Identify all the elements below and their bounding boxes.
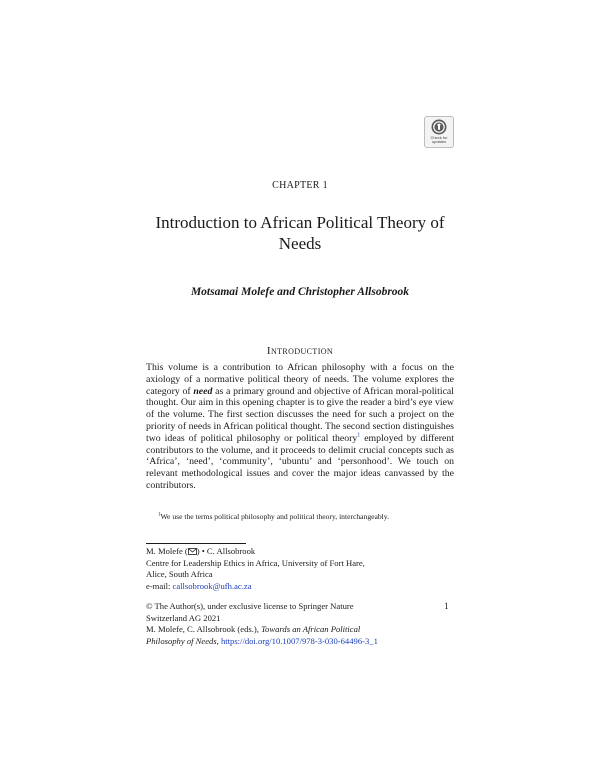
footnote-reference[interactable]: 1 xyxy=(357,432,361,439)
check-for-updates-label: Check for updates xyxy=(430,135,448,144)
paragraph-text-2: as a primary ground and objective of African moral-political thought. Our aim in this opening chapter is to give the reader a bird’s eye view of the volume. The first section discusses the need for such a project on the priority of needs in African political thought. The second section distinguishes two ideas of political philosophy or political theory xyxy=(146,385,454,444)
email-link[interactable]: callsobrook@ufh.ac.za xyxy=(172,580,252,591)
book-title-part-2: Philosophy of Needs xyxy=(146,635,217,646)
email-prefix: e-mail: xyxy=(146,580,173,591)
affiliation-location: Alice, South Africa xyxy=(146,569,213,579)
check-for-updates-badge[interactable] xyxy=(424,116,454,148)
copyright-line-1: © The Author(s), under exclusive license to Springer Nature xyxy=(146,601,354,611)
affiliation-names-b: ) • C. Allsobrook xyxy=(196,546,256,556)
affiliation-names xyxy=(146,546,446,558)
book-title-part-1: Towards an African Political xyxy=(261,624,361,634)
section-heading: Introduction xyxy=(266,345,334,357)
copyright-line-2: Switzerland AG 2021 xyxy=(146,612,221,623)
check-for-updates-icon xyxy=(431,119,447,135)
citation-line-2 xyxy=(146,636,456,648)
publication-info xyxy=(146,601,456,647)
paragraph-text-1: This volume is a contribution to African philosophy with a focus on the axiology of a normative political theory of needs. The volume explores the category of xyxy=(146,362,454,397)
chapter-label: CHAPTER 1 xyxy=(272,180,328,191)
citation-editors: M. Molefe, C. Allsobrook (eds.), xyxy=(146,624,262,634)
citation-separator: , xyxy=(216,635,221,646)
affiliation-names-a: M. Molefe ( xyxy=(146,546,188,556)
chapter-authors: Motsamai Molefe and Christopher Allsobrook xyxy=(190,286,410,298)
affiliation-institution: Centre for Leadership Ethics in Africa, University of Fort Hare, xyxy=(146,557,365,568)
envelope-icon xyxy=(188,548,197,555)
footnote-mark: 1 xyxy=(158,512,161,518)
chapter-title: Introduction to African Political Theory of Needs xyxy=(155,213,445,253)
introduction-paragraph xyxy=(146,362,454,492)
emphasis-need: need xyxy=(193,385,213,397)
page-number: 1 xyxy=(444,601,449,611)
footnote xyxy=(158,512,458,521)
affiliation-email-line xyxy=(146,581,446,593)
citation-line-1 xyxy=(146,624,456,636)
footnote-divider xyxy=(146,543,246,544)
author-affiliation xyxy=(146,546,446,592)
paragraph-text-3: employed by different contributors to the volume, and it proceeds to delimit crucial concepts such as ‘Africa’, ‘need’, ‘community’, ‘ubuntu’ and ‘personhood’. We touch on relevant methodological issues and cover the major ideas canvassed by the contributors. xyxy=(146,432,454,491)
footnote-text: We use the terms political philosophy and political theory, interchangeably. xyxy=(160,512,389,521)
doi-link[interactable]: https://doi.org/10.1007/978-3-030-64496-3_1 xyxy=(220,635,378,646)
